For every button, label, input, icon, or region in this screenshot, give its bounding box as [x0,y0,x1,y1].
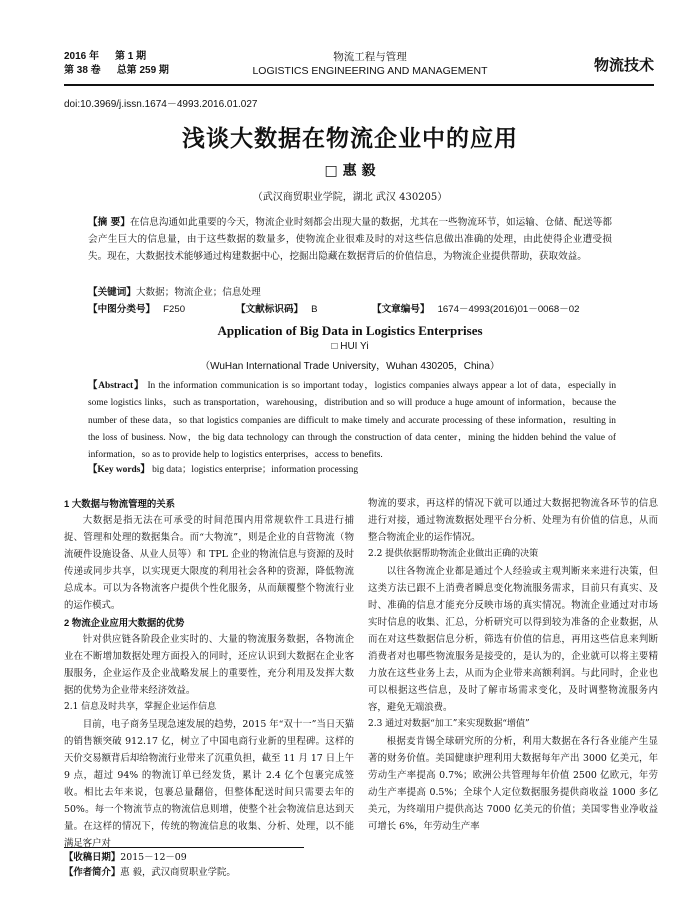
title-cn: 浅谈大数据在物流企业中的应用 [182,125,518,152]
issue: 第 1 期 [115,51,147,62]
keywords-en [88,461,358,475]
section-1-paragraph: 大数据是指无法在可承受的时间范围内用常规软件工具进行捕捉、管理和处理的数据集合。而“大物流”，则是企业的自营物流（物流硬件设施设备、从业人员等）和 TPL 企业的物流信息与资源的及时传递或同步共享，以实现更大限度的利用社会各种的资源，降低物流总成本。可以为各物流客户提供个性化服务，从而颠覆整个物流行业的运作模式。 [64,515,354,611]
section-1-heading: 1 大数据与物流管理的关系 [64,498,175,509]
section-2-3-paragraph: 根据麦肯锡全球研究所的分析，利用大数据在各行各业能产生显著的财务价值。美国健康护理利用大数据每年产出 3000 亿美元，年劳动生产率提高 0.7%；欧洲公共管理每年价值 2500 亿欧元，年劳动生产率提高 0.5%；全球个人定位数据服务提供商收益 1000 多亿美元，为终端用户提供高达 7000 亿美元的价值；美国零售业净收益可增长 6%，年劳动生产率 [368,736,658,832]
body-column-left [64,495,354,852]
author-en: □ HUI Yi [331,341,369,352]
body-column-right [368,495,658,835]
title-en: Application of Big Data in Logistics Enterprises [217,323,483,338]
volume: 第 38 卷 [64,65,101,76]
section-2-1-continued: 物流的要求，再这样的情况下就可以通过大数据把物流各环节的信息进行对接，通过物流数据处理平台分析、处理为有价值的信息，从而整合物流企业的运作情况。 [368,498,658,543]
year: 2016 年 [64,51,100,62]
section-2-2-paragraph: 以往各物流企业都是通过个人经验或主观判断来来进行决策，但这类方法已跟不上消费者瞬息变化物流服务需求，目前只有真实、及时、准确的信息才能充分反映市场的真实情况。物流企业通过对市场实时信息的收集、汇总，分析研究可以得到较为准备的企业数据，从而在对这些数据信息分析，筛选有价值的信息，再用这些信息来判断消费者对也哪些物流服务是接受的，是认为的，企业就可以将主要精力放在这些业务上去，从而为企业带来高额利润。与此同时，企业也可以根据这些信息，及时了解市场需求变化，及时调整物流服务内容，避免无端浪费。 [368,566,658,713]
journal-name-cn: 物流工程与管理 [333,51,407,63]
abstract-cn [88,214,612,266]
abstract-en-label: 【Abstract】 [88,381,145,391]
keywords-cn-text: 大数据；物流企业；信息处理 [135,287,261,298]
section-2-heading: 2 物流企业应用大数据的优势 [64,617,185,628]
keywords-cn [88,284,261,298]
clc-number: 【中图分类号】 F250 [88,304,186,315]
section-2-3-heading: 2.3 通过对数据“加工”来实现数据“增值” [368,719,530,729]
running-header [64,44,654,86]
abstract-en-text: In the information communication is so important today，logistics companies always appear a lot of data，especially in some logistics links，such as transportation，warehousing，distribution and so will produce a huge amount of information，because the number of these data，so that logistics companies are difficult to make timely and accurate processing of these information，resulting in the loss of business. Now，the big data technology can through the construction of data center，mining the hidden behind the value of information，so as to provide help to logistics enterprises，access to benefits. [88,381,617,461]
total-issue: 总第 259 期 [116,65,169,76]
issue-info [64,50,185,78]
keywords-en-label: 【Key words】 [88,465,150,475]
keywords-en-text: big data；logistics enterprise；information processing [152,465,359,475]
abstract-cn-label: 【摘 要】 [88,217,130,228]
article-number: 【文章编号】 1674－4993(2016)01－0068－02 [372,304,580,315]
section-2-1-paragraph: 目前，电子商务呈现急速发展的趋势，2015 年“双十一”当日天猫的销售额突破 912.17 亿，树立了中国电商行业新的里程碑。这样的天价交易额背后却给物流行业带来了沉重负担，截至 11 月 17 日上午 9 点，超过 94% 的物流订单已经发货，累计 2.4 亿个包裹完成签收。相比去年来说，包裹总量翻倍，但整体配送时间只需要去年的 50%。每一个物流节点的物流信息则增，使整个社会物流信息达到天量。在这样的情况下，传统的物流信息的收集、分析、处理，以不能满足客户对 [64,719,354,849]
affiliation-cn: （武汉商贸职业学院，湖北 武汉 430205） [252,192,448,203]
doi: doi:10.3969/j.issn.1674－4993.2016.01.027 [64,99,258,110]
journal-name [250,50,490,78]
affiliation-en: （WuHan International Trade University，Wuhan 430205，China） [200,361,500,372]
author-cn: □ 惠 毅 [324,163,376,179]
document-code: 【文献标识码】 B [236,304,318,315]
abstract-en [88,378,616,464]
received-date: 【收稿日期】2015－12－09 [64,852,187,863]
section-2-2-heading: 2.2 提供依据帮助物流企业做出正确的决策 [368,549,539,559]
column-name: 物流技术 [593,57,654,74]
section-2-paragraph: 针对供应链各阶段企业实时的、大量的物流服务数据，各物流企业在不断增加数据处理方面投入的同时，还应认识到大数据在企业客服服务，企业运作及企业战略发展上的重要性，充分利用及发挥大数据的优势为企业带来经济效益。 [64,634,354,696]
keywords-cn-label: 【关键词】 [88,287,136,298]
journal-name-en: LOGISTICS ENGINEERING AND MANAGEMENT [252,65,488,77]
footnote [64,847,304,880]
author-bio: 【作者简介】惠 毅，武汉商贸职业学院。 [64,867,236,878]
abstract-cn-text: 在信息沟通如此重要的今天，物流企业时刻都会出现大量的数据，尤其在一些物流环节，如运输、仓储、配送等都会产生巨大的信息量，由于这些数据的数量多，使物流企业很难及时的对这些信息做出准确的处理，由此使得企业遭受损失。现在，大数据技术能够通过构建数据中心，挖掘出隐藏在数据背后的价值信息，为物流企业提供帮助，获取效益。 [88,217,613,263]
section-2-1-heading: 2.1 信息及时共享，掌握企业运作信息 [64,702,217,712]
